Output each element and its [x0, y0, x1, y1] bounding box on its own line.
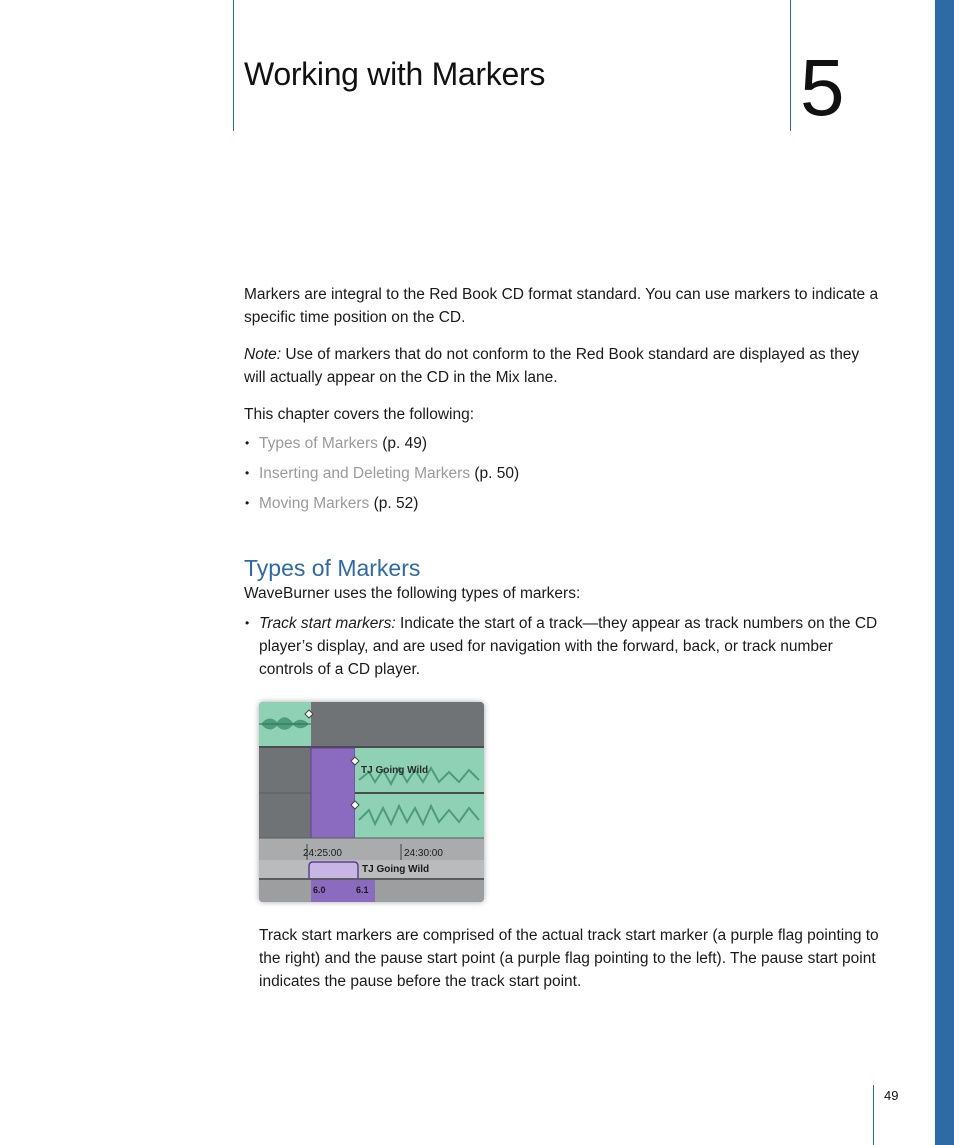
- toc-link-inserting[interactable]: Inserting and Deleting Markers: [259, 465, 471, 482]
- toc-item: [244, 432, 879, 455]
- marker-type-item: [244, 612, 879, 681]
- figure-marker-2: 6.1: [356, 885, 369, 895]
- toc-link-types[interactable]: Types of Markers: [259, 435, 378, 452]
- toc-list: [244, 432, 879, 515]
- figure-time-2: 24:30:00: [404, 848, 443, 859]
- toc-page: (p. 50): [474, 465, 520, 482]
- marker-type-text: Indicate the start of a track—they appear as track numbers on the CD player’s display, and are used for navigation with the forward, back, or track number controls of a CD player.: [259, 615, 878, 678]
- note-text: Use of markers that do not conform to the Red Book standard are displayed as they will actually appear on the CD in the Mix lane.: [244, 346, 860, 386]
- section-block: [244, 582, 879, 688]
- toc-link-moving[interactable]: Moving Markers: [259, 495, 370, 512]
- section-intro: WaveBurner uses the following types of markers:: [244, 585, 581, 602]
- footer-rule: [873, 1085, 874, 1145]
- toc-page: (p. 49): [382, 435, 427, 452]
- side-color-bar: [935, 0, 954, 1145]
- figure-time-1: 24:25:00: [303, 848, 342, 859]
- intro-paragraph: Markers are integral to the Red Book CD format standard. You can use markers to indicate a specific time position on the CD.: [244, 286, 879, 326]
- page-number: 49: [884, 1088, 899, 1103]
- toc-page: (p. 52): [373, 495, 419, 512]
- figure-track-name-bottom: TJ Going Wild: [362, 864, 430, 875]
- track-markers-screenshot: [259, 702, 484, 902]
- figure-caption-block: [259, 924, 879, 1007]
- section-heading: Types of Markers: [244, 555, 421, 581]
- title-rule-right: [790, 0, 791, 131]
- toc-item: [244, 462, 879, 485]
- marker-type-list: [244, 612, 879, 681]
- chapter-number: 5: [800, 43, 845, 132]
- toc-item: [244, 492, 879, 515]
- intro-block: [244, 283, 879, 522]
- title-rule-left: [233, 0, 234, 131]
- note-paragraph: [244, 343, 879, 389]
- chapter-title: Working with Markers: [244, 56, 546, 92]
- note-label: Note:: [244, 346, 282, 363]
- covers-paragraph: This chapter covers the following:: [244, 406, 475, 423]
- figure-marker-1: 6.0: [313, 885, 326, 895]
- figure-track-name-top: TJ Going Wild: [361, 765, 429, 776]
- figure-caption: Track start markers are comprised of the actual track start marker (a purple flag pointing to the right) and the pause start point (a purple flag pointing to the left). The pause start point indicates the pause before the track start point.: [259, 927, 879, 990]
- marker-type-label: Track start markers:: [259, 615, 396, 632]
